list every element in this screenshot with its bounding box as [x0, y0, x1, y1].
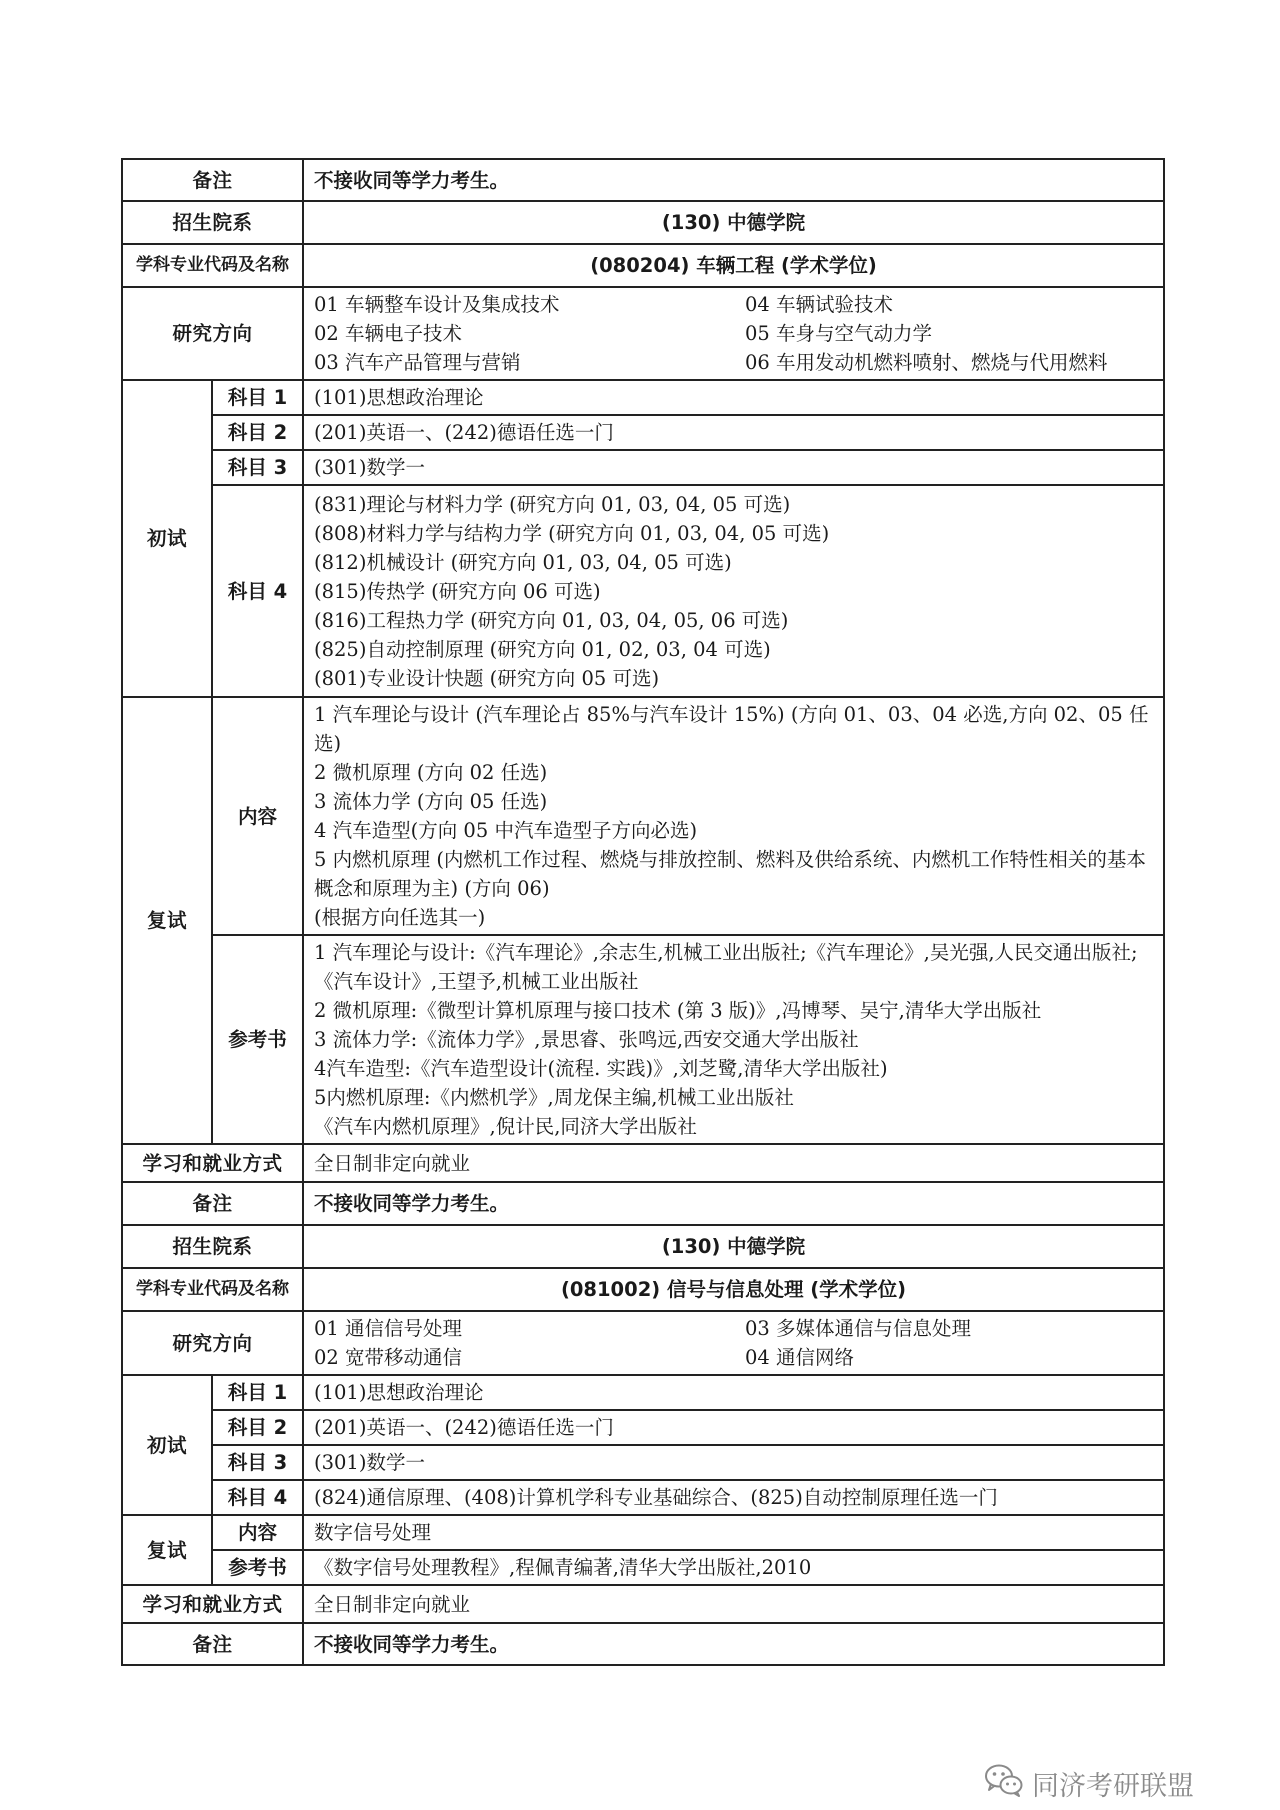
subject-value: (101)思想政治理论	[303, 1375, 1164, 1410]
subject4-option: (815)传热学 (研究方向 06 可选)	[314, 579, 601, 603]
retest-label: 复试	[122, 697, 212, 1144]
subject-value: (201)英语一、(242)德语任选一门	[303, 415, 1164, 450]
remark-label: 备注	[122, 1182, 303, 1225]
ref-item: 2 微机原理:《微型计算机原理与接口技术 (第 3 版)》,冯博琴、吴宁,清华大学出版社	[314, 999, 1042, 1022]
subject4-option: (812)机械设计 (研究方向 01, 03, 04, 05 可选)	[314, 550, 732, 574]
subject-row	[122, 485, 1164, 697]
content-value: 数字信号处理	[303, 1515, 1164, 1550]
direction-item: 03 多媒体通信与信息处理	[745, 1317, 972, 1340]
retest-label: 复试	[122, 1515, 212, 1585]
content-item: 4 汽车造型(方向 05 中汽车造型子方向必选)	[314, 819, 698, 842]
direction-row	[122, 1311, 1164, 1375]
prelim-label: 初试	[122, 380, 212, 697]
watermark	[984, 1763, 1194, 1804]
content-item: 1 汽车理论与设计 (汽车理论占 85%与汽车设计 15%) (方向 01、03、04 必选,方向 02、05 任选)	[314, 703, 1149, 755]
major-row	[122, 1268, 1164, 1311]
subject4-list	[303, 485, 1164, 697]
direction-item: 04 车辆试验技术	[745, 293, 894, 316]
dept-row	[122, 201, 1164, 244]
direction-list	[303, 287, 1164, 380]
content-item: 3 流体力学 (方向 05 任选)	[314, 790, 548, 813]
study-value: 全日制非定向就业	[303, 1144, 1164, 1182]
subject-row	[122, 1480, 1164, 1515]
subject4-option: (801)专业设计快题 (研究方向 05 可选)	[314, 666, 660, 690]
subject-row	[122, 1445, 1164, 1480]
study-row	[122, 1585, 1164, 1623]
content-item: 5 内燃机原理 (内燃机工作过程、燃烧与排放控制、燃料及供给系统、内燃机工作特性相关的基本概念和原理为主) (方向 06)	[314, 848, 1146, 900]
prelim-label: 初试	[122, 1375, 212, 1515]
study-value: 全日制非定向就业	[303, 1585, 1164, 1623]
subject-row	[122, 1375, 1164, 1410]
admission-table	[121, 158, 1165, 1666]
remark-label: 备注	[122, 159, 303, 201]
dept-label: 招生院系	[122, 201, 303, 244]
remark-label: 备注	[122, 1623, 303, 1665]
subject-label: 科目 1	[212, 380, 303, 415]
dept-row	[122, 1225, 1164, 1268]
subject4-option: (808)材料力学与结构力学 (研究方向 01, 03, 04, 05 可选)	[314, 521, 830, 545]
ref-value: 《数字信号处理教程》,程佩青编著,清华大学出版社,2010	[303, 1550, 1164, 1585]
dept-value: (130) 中德学院	[303, 201, 1164, 244]
study-row	[122, 1144, 1164, 1182]
direction-item: 06 车用发动机燃料喷射、燃烧与代用燃料	[745, 351, 1108, 374]
subject-row	[122, 1410, 1164, 1445]
subject-row	[122, 380, 1164, 415]
ref-label: 参考书	[212, 935, 303, 1144]
retest-content-row	[122, 697, 1164, 935]
direction-item: 02 宽带移动通信	[314, 1346, 463, 1369]
ref-item: 4汽车造型:《汽车造型设计(流程. 实践)》,刘芝鹭,清华大学出版社)	[314, 1057, 888, 1080]
remark-value: 不接收同等学力考生。	[303, 1623, 1164, 1665]
major-row	[122, 244, 1164, 287]
subject-label: 科目 2	[212, 1410, 303, 1445]
ref-list	[303, 935, 1164, 1144]
direction-item: 03 汽车产品管理与营销	[314, 351, 521, 374]
direction-item: 04 通信网络	[745, 1346, 855, 1369]
subject-row	[122, 450, 1164, 485]
subject4-option: (816)工程热力学 (研究方向 01, 03, 04, 05, 06 可选)	[314, 608, 789, 632]
remark-row	[122, 1623, 1164, 1665]
study-label: 学习和就业方式	[122, 1585, 303, 1623]
retest-content-row	[122, 1515, 1164, 1550]
direction-item: 05 车身与空气动力学	[745, 322, 933, 345]
remark-value: 不接收同等学力考生。	[303, 159, 1164, 201]
subject-value: (301)数学一	[303, 1445, 1164, 1480]
content-item: 2 微机原理 (方向 02 任选)	[314, 761, 548, 784]
dept-label: 招生院系	[122, 1225, 303, 1268]
subject-label: 科目 3	[212, 450, 303, 485]
ref-item: 《汽车内燃机原理》,倪计民,同济大学出版社	[314, 1115, 697, 1138]
retest-ref-row	[122, 935, 1164, 1144]
dept-value: (130) 中德学院	[303, 1225, 1164, 1268]
subject-value: (824)通信原理、(408)计算机学科专业基础综合、(825)自动控制原理任选一门	[303, 1480, 1164, 1515]
content-label: 内容	[212, 1515, 303, 1550]
major-label: 学科专业代码及名称	[122, 1268, 303, 1311]
remark-value: 不接收同等学力考生。	[303, 1182, 1164, 1225]
content-label: 内容	[212, 697, 303, 935]
study-label: 学习和就业方式	[122, 1144, 303, 1182]
subject-value: (101)思想政治理论	[303, 380, 1164, 415]
watermark-text: 同济考研联盟	[1032, 1771, 1194, 1802]
ref-item: 3 流体力学:《流体力学》,景思睿、张鸣远,西安交通大学出版社	[314, 1028, 859, 1051]
major-value: (080204) 车辆工程 (学术学位)	[303, 244, 1164, 287]
wechat-icon	[984, 1763, 1024, 1804]
subject-label: 科目 2	[212, 415, 303, 450]
subject-row	[122, 415, 1164, 450]
subject4-option: (825)自动控制原理 (研究方向 01, 02, 03, 04 可选)	[314, 637, 771, 661]
direction-label: 研究方向	[122, 1311, 303, 1375]
ref-item: 1 汽车理论与设计:《汽车理论》,余志生,机械工业出版社;《汽车理论》,吴光强,人民交通出版社;《汽车设计》,王望予,机械工业出版社	[314, 941, 1138, 993]
subject-value: (201)英语一、(242)德语任选一门	[303, 1410, 1164, 1445]
direction-item: 01 通信信号处理	[314, 1317, 463, 1340]
direction-label: 研究方向	[122, 287, 303, 380]
subject-label: 科目 1	[212, 1375, 303, 1410]
content-item: (根据方向任选其一)	[314, 906, 486, 929]
retest-ref-row	[122, 1550, 1164, 1585]
direction-item: 01 车辆整车设计及集成技术	[314, 293, 560, 316]
direction-item: 02 车辆电子技术	[314, 322, 463, 345]
subject-label: 科目 3	[212, 1445, 303, 1480]
subject-label: 科目 4	[212, 1480, 303, 1515]
content-list	[303, 697, 1164, 935]
major-value: (081002) 信号与信息处理 (学术学位)	[303, 1268, 1164, 1311]
remark-row	[122, 159, 1164, 201]
remark-row	[122, 1182, 1164, 1225]
subject-value: (301)数学一	[303, 450, 1164, 485]
subject4-option: (831)理论与材料力学 (研究方向 01, 03, 04, 05 可选)	[314, 492, 791, 516]
subject-label: 科目 4	[212, 485, 303, 697]
ref-item: 5内燃机原理:《内燃机学》,周龙保主编,机械工业出版社	[314, 1086, 794, 1109]
direction-list	[303, 1311, 1164, 1375]
ref-label: 参考书	[212, 1550, 303, 1585]
major-label: 学科专业代码及名称	[122, 244, 303, 287]
direction-row	[122, 287, 1164, 380]
